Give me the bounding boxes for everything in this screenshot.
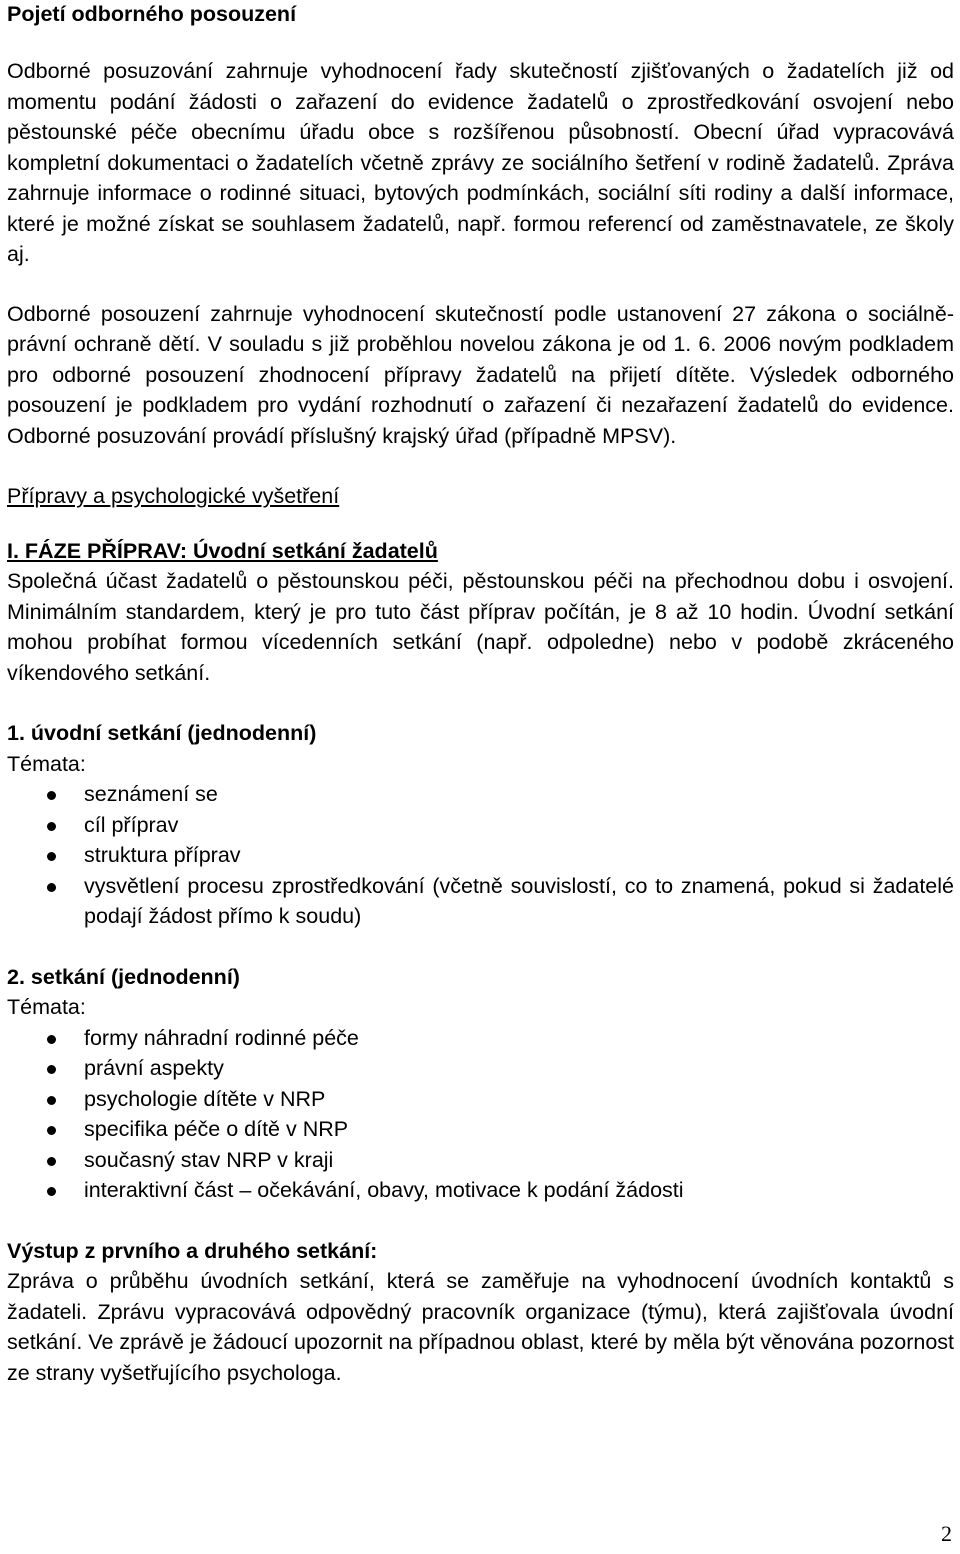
intro-paragraph: Odborné posuzování zahrnuje vyhodnocení řady skutečností zjišťovaných o žadatelích již od momentu podání žádosti o zařazení do evidence žadatelů o zprostředkování osvojení nebo pěstounské péče obecnímu úřadu obce s rozšířenou působností. Obecní úřad vypracovává kompletní dokumentaci o žadatelích včetně zprávy ze sociálního šetření v rodině žadatelů. Zpráva zahrnuje informace o rodinné situaci, bytových podmínkách, sociální síti rodiny a další informace, které je možné získat se souhlasem žadatelů, např. formou referencí od zaměstnavatele, ze školy aj. xyxy=(7,59,954,266)
preparations-heading: Přípravy a psychologické vyšetření xyxy=(7,484,340,508)
meeting1-topic-list xyxy=(7,779,954,932)
list-item: specifika péče o dítě v NRP xyxy=(7,1114,954,1145)
list-item: vysvětlení procesu zprostředkování (včetně souvislostí, co to znamená, pokud si žadatelé podají žádost přímo k soudu) xyxy=(7,871,954,932)
assessment-paragraph: Odborné posouzení zahrnuje vyhodnocení skutečností podle ustanovení 27 zákona o sociálně-právní ochraně dětí. V souladu s již proběhlou novelou zákona je od 1. 6. 2006 novým podkladem pro odborné posouzení zhodnocení přípravy žadatelů na přijetí dítěte. Výsledek odborného posouzení je podkladem pro vydání rozhodnutí o zařazení či nezařazení žadatelů do evidence. Odborné posuzování provádí příslušný krajský úřad (případně MPSV). xyxy=(7,301,954,448)
meeting1-title: 1. úvodní setkání (jednodenní) xyxy=(7,721,317,745)
output-title: Výstup z prvního a druhého setkání: xyxy=(7,1238,378,1263)
meeting2-title: 2. setkání (jednodenní) xyxy=(7,964,240,989)
page-title: Pojetí odborného posouzení xyxy=(7,2,297,26)
phase-heading: I. FÁZE PŘÍPRAV: Úvodní setkání žadatelů xyxy=(7,538,438,563)
list-item: současný stav NRP v kraji xyxy=(7,1145,954,1176)
list-item: právní aspekty xyxy=(7,1053,954,1084)
list-item: cíl příprav xyxy=(7,810,954,841)
list-item: formy náhradní rodinné péče xyxy=(7,1023,954,1054)
list-item: psychologie dítěte v NRP xyxy=(7,1084,954,1115)
meeting1-topics-label: Témata: xyxy=(7,751,86,776)
list-item: struktura příprav xyxy=(7,840,954,871)
list-item: interaktivní část – očekávání, obavy, motivace k podání žádosti xyxy=(7,1175,954,1206)
meeting2-topic-list xyxy=(7,1023,954,1206)
page-number: 2 xyxy=(941,1521,952,1546)
phase-paragraph: Společná účast žadatelů o pěstounskou péči, pěstounskou péči na přechodnou dobu i osvojení. Minimálním standardem, který je pro tuto část příprav počítán, je 8 až 10 hodin. Úvodní setkání mohou probíhat formou vícedenních setkání (např. odpoledne) nebo v podobě zkráceného víkendového setkání. xyxy=(7,569,954,685)
output-paragraph: Zpráva o průběhu úvodních setkání, která se zaměřuje na vyhodnocení úvodních kontaktů s žadateli. Zprávu vypracovává odpovědný pracovník organizace (týmu), která zajišťovala úvodní setkání. Ve zprávě je žádoucí upozornit na případnou oblast, které by měla být věnována pozornost ze strany vyšetřujícího psychologa. xyxy=(7,1269,954,1385)
meeting2-topics-label: Témata: xyxy=(7,995,86,1019)
list-item: seznámení se xyxy=(7,779,954,810)
